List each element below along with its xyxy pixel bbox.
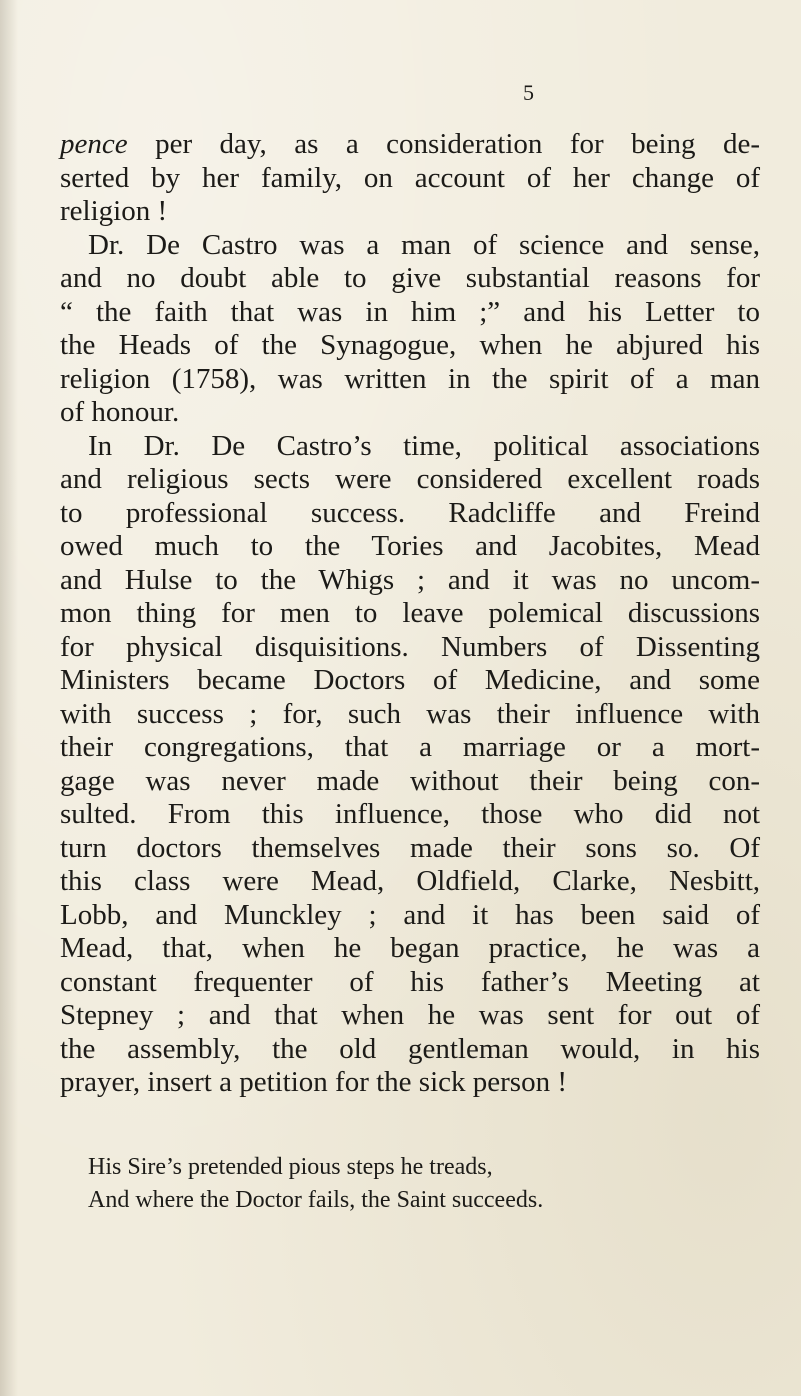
line-text: gage was never made without their being con- [60, 764, 760, 797]
page-gutter-shadow [0, 0, 18, 1396]
text-line [60, 162, 760, 196]
line-text: “ the faith that was in him ;” and his Letter to [60, 295, 760, 328]
line-text: Stepney ; and that when he was sent for out of [60, 999, 760, 1031]
text-line [60, 1066, 760, 1100]
line-text: and religious sects were considered excellent roads [60, 463, 760, 495]
line-text: per day, as a consideration for being de- [127, 128, 760, 160]
line-text: owed much to the Tories and Jacobites, Mead [60, 530, 760, 562]
text-line [60, 597, 760, 631]
text-line [60, 430, 760, 464]
line-text: mon thing for men to leave polemical discussions [60, 597, 760, 629]
line-text: prayer, insert a petition for the sick person ! [60, 1066, 567, 1098]
text-line [60, 765, 760, 799]
line-text: religion (1758), was written in the spirit of a man [60, 362, 760, 395]
line-text: of honour. [60, 396, 180, 428]
line-text: Mead, that, when he began practice, he was a [60, 932, 760, 964]
text-line [60, 966, 760, 1000]
verse-line: His Sire’s pretended pious steps he treads, [88, 1154, 493, 1180]
text-line [60, 497, 760, 531]
text-line [60, 731, 760, 765]
text-line [60, 229, 760, 263]
text-line [60, 564, 760, 598]
line-text: sulted. From this influence, those who did not [60, 798, 760, 830]
text-line [60, 664, 760, 698]
verse-line: And where the Doctor fails, the Saint succeeds. [88, 1187, 544, 1213]
text-line [60, 899, 760, 933]
line-text: constant frequenter of his father’s Meeting at [60, 965, 760, 998]
text-line [60, 296, 760, 330]
page-number: 5 [523, 80, 534, 105]
text-line [60, 932, 760, 966]
line-text: and Hulse to the Whigs ; and it was no uncom- [60, 563, 760, 596]
line-text: the Heads of the Synagogue, when he abjured his [60, 329, 760, 361]
text-line [60, 262, 760, 296]
line-text: the assembly, the old gentleman would, in his [60, 1032, 760, 1065]
line-text: turn doctors themselves made their sons so. Of [60, 831, 760, 864]
line-text: to professional success. Radcliffe and Freind [60, 496, 760, 529]
body-text [60, 128, 760, 1100]
text-line [60, 329, 760, 363]
text-line [60, 798, 760, 832]
line-text: with success ; for, such was their influence with [60, 697, 760, 730]
text-line [60, 396, 760, 430]
text-line [60, 128, 760, 162]
text-line [60, 195, 760, 229]
text-line [60, 463, 760, 497]
line-text: serted by her family, on account of her change of [60, 161, 760, 194]
text-line [60, 631, 760, 665]
line-text: and no doubt able to give substantial reasons for [60, 262, 760, 294]
line-text: In Dr. De Castro’s time, political associations [88, 429, 760, 462]
line-text: this class were Mead, Oldfield, Clarke, Nesbitt, [60, 865, 760, 897]
line-text: Dr. De Castro was a man of science and sense, [88, 228, 760, 261]
text-line [60, 698, 760, 732]
verse-quotation [88, 1151, 648, 1217]
line-text: for physical disquisitions. Numbers of Dissenting [60, 630, 760, 663]
line-text: Ministers became Doctors of Medicine, and some [60, 664, 760, 696]
italic-word: pence [60, 128, 128, 160]
text-line [60, 1033, 760, 1067]
line-text: their congregations, that a marriage or a mort- [60, 731, 760, 763]
text-line [60, 530, 760, 564]
line-text: Lobb, and Munckley ; and it has been said of [60, 898, 760, 931]
text-line [60, 865, 760, 899]
text-line [60, 832, 760, 866]
text-line [60, 999, 760, 1033]
line-text: religion ! [60, 195, 168, 227]
text-line [60, 363, 760, 397]
